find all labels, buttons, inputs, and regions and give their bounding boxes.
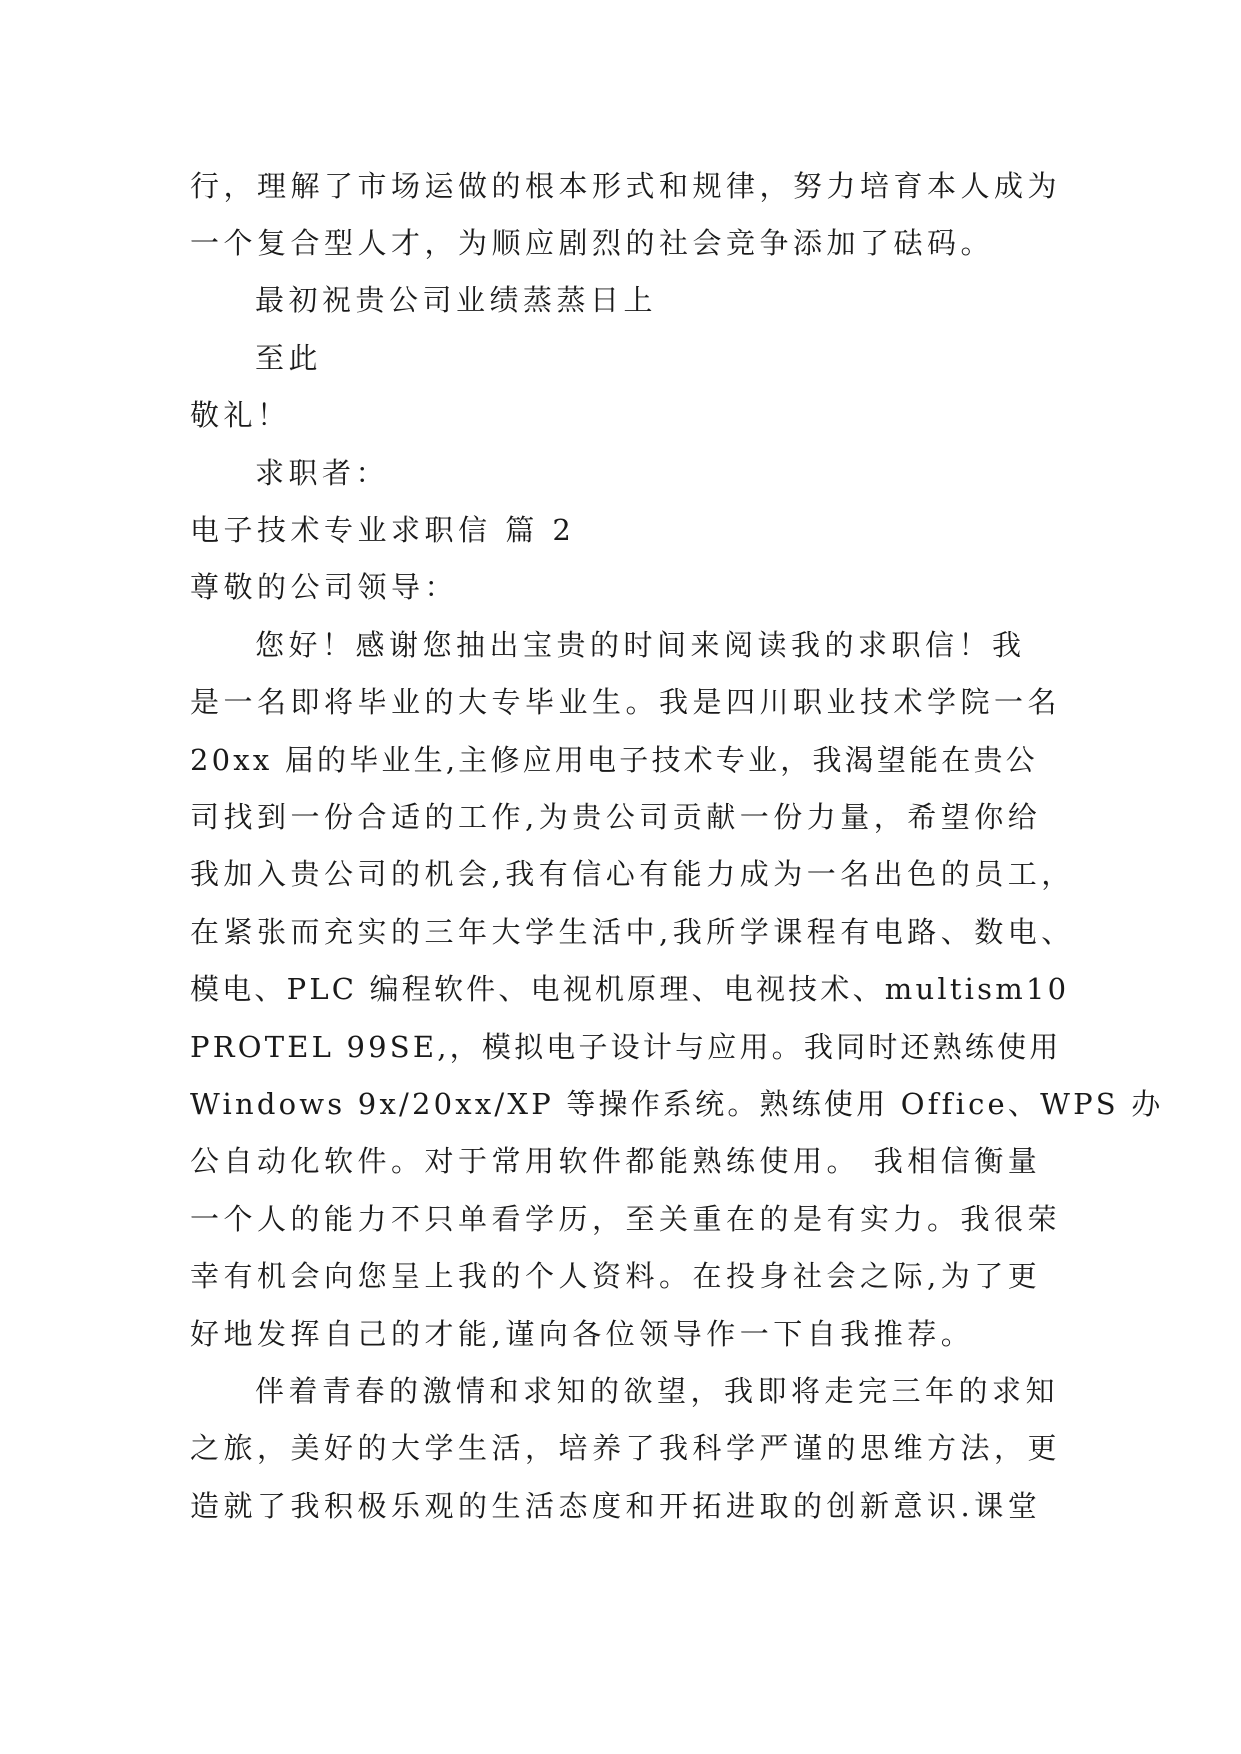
text-line: 造就了我积极乐观的生活态度和开拓进取的创新意识.课堂 [190,1489,1042,1523]
text-line: 一个复合型人才，为顺应剧烈的社会竞争添加了砝码。 [190,226,995,260]
text-line: 司找到一份合适的工作,为贵公司贡献一份力量，希望你给 [190,800,1042,834]
text-line: 敬礼！ [190,398,291,432]
section-heading: 电子技术专业求职信 篇 2 [190,513,576,547]
text-line: 一个人的能力不只单看学历，至关重在的是有实力。我很荣 [190,1202,1062,1236]
text-line: 求职者： [255,456,390,490]
text-line: 至此 [255,341,323,375]
text-line: 伴着青春的激情和求知的欲望，我即将走完三年的求知 [255,1374,1060,1408]
text-line: 好地发挥自己的才能,谨向各位领导作一下自我推荐。 [190,1317,975,1351]
text-line: 行，理解了市场运做的根本形式和规律，努力培育本人成为 [190,169,1062,203]
text-line: 公自动化软件。对于常用软件都能熟练使用。 我相信衡量 [190,1144,1042,1178]
text-line: Windows 9x/20xx/XP 等操作系统。熟练使用 Office、WPS 办 [190,1087,1164,1121]
text-line: 您好！感谢您抽出宝贵的时间来阅读我的求职信！我 [255,628,1026,662]
text-line: 最初祝贵公司业绩蒸蒸日上 [255,283,658,317]
text-line: 是一名即将毕业的大专毕业生。我是四川职业技术学院一名 [190,685,1062,719]
text-line: 20xx 届的毕业生,主修应用电子技术专业，我渴望能在贵公 [190,743,1038,777]
text-line: 之旅，美好的大学生活，培养了我科学严谨的思维方法，更 [190,1431,1062,1465]
text-line: 我加入贵公司的机会,我有信心有能力成为一名出色的员工， [190,857,1075,891]
text-line: 幸有机会向您呈上我的个人资料。在投身社会之际,为了更 [190,1259,1042,1293]
text-line: PROTEL 99SE,，模拟电子设计与应用。我同时还熟练使用 [190,1030,1062,1064]
text-line: 在紧张而充实的三年大学生活中,我所学课程有电路、数电、 [190,915,1075,949]
salutation: 尊敬的公司领导： [190,570,459,604]
text-line: 模电、PLC 编程软件、电视机原理、电视技术、multism10 [190,972,1070,1006]
